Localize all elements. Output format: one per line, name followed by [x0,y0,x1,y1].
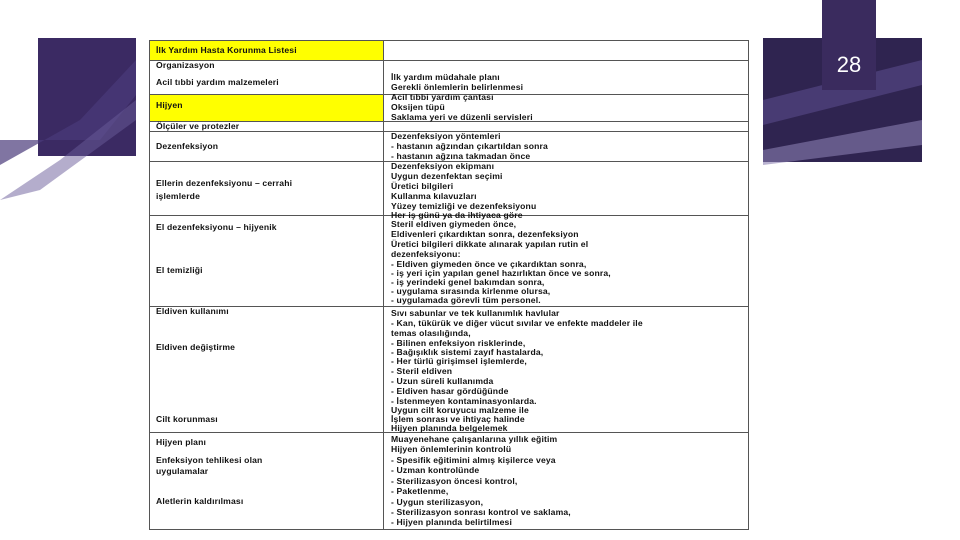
detail-line: Steril eldiven giymeden önce, [391,219,517,229]
detail-line: - Uzun süreli kullanımda [391,376,494,386]
row-label: Enfeksiyon tehlikesi olan [156,455,263,465]
detail-line: - Paketlenme, [391,486,449,496]
detail-line: Hijyen önlemlerinin kontrolü [391,444,512,454]
row-label: El dezenfeksiyonu – hijyenik [156,222,277,232]
detail-line: İşlem sonrası ve ihtiyaç halinde [391,414,525,424]
detail-line: İlk yardım müdahale planı [391,72,500,82]
detail-line: - uygulamada görevli tüm personel. [391,295,541,305]
detail-line: Üretici bilgileri [391,181,454,191]
row-label: El temizliği [156,265,203,275]
detail-line: Muayenehane çalışanlarına yıllık eğitim [391,434,558,444]
detail-line: Kullanma kılavuzları [391,191,477,201]
detail-line: temas olasılığında, [391,328,471,338]
detail-line: Oksijen tüpü [391,102,445,112]
detail-line: Dezenfeksiyon ekipmanı [391,161,495,171]
detail-line: - Eldiven giymeden önce ve çıkardıktan sonra, [391,259,587,269]
detail-line: Üretici bilgileri dikkate alınarak yapılan rutin el [391,239,589,249]
detail-line: - Sterilizasyon öncesi kontrol, [391,476,518,486]
detail-line: - Bilinen enfeksiyon risklerinde, [391,338,526,348]
detail-line: - İstenmeyen kontaminasyonlarda. [391,396,537,406]
detail-line: Uygun cilt koruyucu malzeme ile [391,405,529,415]
page-number: 28 [822,0,876,90]
detail-line: - Hijyen planında belirtilmesi [391,517,513,527]
row-label: Ellerin dezenfeksiyonu – cerrahi [156,178,293,188]
detail-line: - Uzman kontrolünde [391,465,480,475]
detail-line: Saklama yeri ve düzenli servisleri [391,112,533,122]
detail-line: - iş yerindeki genel bakımdan sonra, [391,277,545,287]
row-label: Dezenfeksiyon [156,141,219,151]
row-label: Hijyen planı [156,437,207,447]
detail-line: Uygun dezenfektan seçimi [391,171,503,181]
row-label: Ölçüler ve protezler [156,121,240,131]
detail-line: - Her türlü girişimsel işlemlerde, [391,356,527,366]
detail-line: dezenfeksiyonu: [391,249,461,259]
row-label: Eldiven değiştirme [156,342,236,352]
detail-line: - Kan, tükürük ve diğer vücut sıvılar ve enfekte maddeler ile [391,318,643,328]
detail-line: Yüzey temizliği ve dezenfeksiyonu [391,201,537,211]
detail-line: - hastanın ağzından çıkartıldan sonra [391,141,548,151]
row-label: Organizasyon [156,60,215,70]
protection-checklist-table [149,40,749,530]
detail-line: - Spesifik eğitimini almış kişilerce veya [391,455,556,465]
row-label: işlemlerde [156,191,201,201]
table-title: İlk Yardım Hasta Korunma Listesi [156,45,297,55]
detail-line: Hijyen planında belgelemek [391,423,508,433]
detail-line: Dezenfeksiyon yöntemleri [391,131,501,141]
column-divider [383,41,384,529]
detail-line: Acil tıbbi yardım çantası [391,92,494,102]
row-label: uygulamalar [156,466,209,476]
detail-line: - Sterilizasyon sonrası kontrol ve saklama, [391,507,571,517]
detail-line: - iş yeri için yapılan genel hazırlıktan önce ve sonra, [391,268,611,278]
detail-line: Eldivenleri çıkardıktan sonra, dezenfeksiyon [391,229,579,239]
detail-line: Her iş günü ya da ihtiyaca göre [391,210,523,220]
detail-line: - Steril eldiven [391,366,453,376]
detail-line: Gerekli önlemlerin belirlenmesi [391,82,524,92]
row-label: Aletlerin kaldırılması [156,496,244,506]
detail-line: - Eldiven hasar gördüğünde [391,386,509,396]
detail-line: - hastanın ağzına takmadan önce [391,151,531,161]
row-label: Eldiven kullanımı [156,306,229,316]
detail-line: Sıvı sabunlar ve tek kullanımlık havlular [391,308,560,318]
row-label: Hijyen [156,100,183,110]
detail-line: - uygulama sırasında kirlenme olursa, [391,286,551,296]
detail-line: - Bağışıklık sistemi zayıf hastalarda, [391,347,544,357]
detail-line: - Uygun sterilizasyon, [391,497,484,507]
row-label: Cilt korunması [156,414,218,424]
row-label: Acil tıbbi yardım malzemeleri [156,77,279,87]
